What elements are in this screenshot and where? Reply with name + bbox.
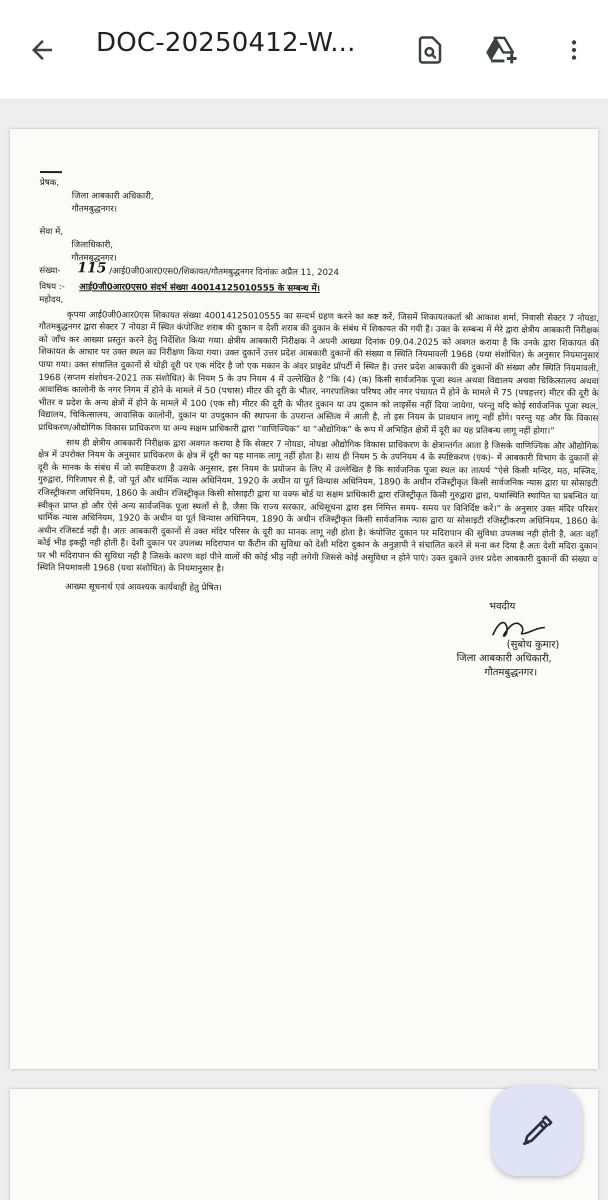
handwritten-number: 115 [77, 260, 107, 277]
to-label: सेवा में, [39, 226, 64, 238]
search-document-icon [415, 35, 445, 65]
subject-label: विषय :- [39, 281, 65, 293]
paragraph-1: कृपया आई0जी0आर0एस शिकायत संख्या 40014125010555 का सन्दर्भ ग्रहण करने का कष्ट करें, जिसमें शिकायतकर्ता श्री आकाश शर्मा, निवासी सेक्टर 7 नोयडा, गौतमबुद्धनगर द्वारा सेक्टर 7 नोयडा में स्थित कंपोजिट शराब की दुकान व देशी शराब की दुकान के संबंध में शिकायत की गयी है। उक्त के सम्बन्ध में मेरे द्वारा क्षेत्रीय आबकारी निरीक्षक को जाँच कर आख्या प्रस्तुत करने हेतु निर्देशित किया गया। क्षेत्रीय आबकारी निरीक्षक ने अपनी आख्या दिनांक 09.04.2025 को अवगत कराया है कि उनके द्वारा शिकायत की शिकायत के आधार पर उक्त स्थल का निरीक्षण किया गया। उक्त दुकानें उत्तर प्रदेश आबकारी दुकानों की संख्या व स्थिति नियमावली 1968 (यथा संशोधित) के अनुसार नियमानुसार पाया गया। उक्त संचालित दुकानों से थोड़ी दूरी पर एक मंदिर है जो एक मकान के अंदर प्राइवेट प्रॉपर्टी में स्थित है। उत्तर प्रदेश आबकारी की दुकानों की संख्या और स्थिति नियमावली, 1968 (सप्तम संशोधन-2021 तक संशोधित) के नियम 5 के उप नियम 4 में उल्लेखित है “कि (4) (क) किसी सार्वजनिक पूजा स्थल अथवा विद्यालय अथवा चिकित्सालय अथवा आवासिक कालोनी के नगर निगम में होने के मामले में 50 (पचास) मीटर की दूरी के भीतर, नगरपालिका परिषद और नगर पंचायत में होने के मामले में 75 (पचहत्तर) मीटर की दूरी के भीतर व प्रदेश के अन्य क्षेत्रों में होने के मामले में 100 (एक सौ) मीटर की दूरी के भीतर दुकान या उप दुकान को लाइसेंस नहीं दिया जायेगा, परन्तु यदि कोई सार्वजनिक पूजा स्थल, विद्यालय, चिकित्सालय, आवासिक कालोनी, दुकान या उपदुकान की स्थापना के उपरान्त अस्तित्व में आती है, तो इस नियम के प्रावधान लागू नहीं होंगे। परन्तु यह और कि विकास प्राधिकरण/औद्योगिक विकास प्राधिकरण या अन्य सक्षम प्राधिकारी द्वारा “वाणिज्यिक” या “औद्योगिक” के रूप में अभिहित क्षेत्रों में दूरी का यह प्रतिबन्ध लागू नहीं होगा।” [38, 309, 600, 437]
letter-body [36, 171, 600, 692]
signer-place: गौतमबुद्धनगर। [484, 666, 538, 679]
to-line2: गौतमबुद्धनगर। [71, 253, 117, 264]
closing-line: आख्या सूचनार्थ एवं आवश्यक कार्यवाही हेतु प्रेषित। [65, 582, 222, 594]
arrow-back-icon [27, 35, 57, 65]
subject-text: आई0जी0आर0एस0 संदर्भ संख्या 40014125010555 के सम्बन्ध में। [79, 282, 320, 294]
add-to-drive-icon [485, 35, 519, 65]
sender-line2: गौतमबुद्धनगर। [71, 204, 118, 215]
more-vert-icon [561, 35, 587, 65]
sender-line1: जिला आबकारी अधिकारी, [71, 191, 154, 202]
more-options-button[interactable] [552, 28, 596, 72]
paragraph-2: साथ ही क्षेत्रीय आबकारी निरीक्षक द्वारा अवगत कराया है कि सेक्टर 7 नोयडा, नोयडा औद्योगिक विकास प्राधिकरण के क्षेत्रान्तर्गत आता है जिसके वाणिज्यिक और औद्योगिक क्षेत्र में उपरोक्त नियम के अनुसार प्राधिकरण के क्षेत्र में दूरी का यह मानक लागू नहीं होता है। साथ ही नियम 5 के उपनियम 4 के स्पष्टिकरण (एक)- में आबकारी विभाग के दुकानों से दूरी के मानक के संबंध में जो स्पष्टिकरण है उसके अनुसार, इस नियम के प्रयोजन के लिए में उल्लेखित है कि सार्वजनिक पूजा स्थल का तात्पर्य “ऐसे किसी मन्दिर, मठ, मस्जिद, गुरुद्वारा, गिरिजाघर से है, जो पूर्त और धार्मिक न्यास अधिनियम, 1920 के अधीन या पूर्त विन्यास अधिनियम, 1890 के अधीन रजिस्ट्रीकृत किसी सार्वजनिक न्यास द्वारा या सोसाइटी रजिस्ट्रीकरण अधिनियम, 1860 के अधीन रजिस्ट्रीकृत किसी सोसाइटी द्वारा या वक्फ बोर्ड या सक्षम प्राधिकारी द्वारा रजिस्ट्रीकृत किसी गुरुद्वारा द्वारा, यथास्थिति स्थापित या प्रबन्धित या स्वीकृत प्राप्त हो और ऐसे अन्य सार्वजनिक पूजा स्थलों से है, जैसा कि राज्य सरकार, अधिसूचना द्वारा इस निमित्त समय- समय पर विनिर्दिष्ट करें।” के अनुसार उक्त मंदिर परिसर धार्मिक न्यास अधिनियम, 1920 के अधीन या पूर्त विन्यास अधिनियम, 1890 के अधीन रजिस्ट्रीकृत किसी सार्वजनिक न्यास द्वारा या सोसाइटी रजिस्ट्रीकरण अधिनियम, 1860 के अधीन रजिस्टर्ड नही है। अतः आबकारी दुकानों से उक्त मंदिर परिसर के दूरी का मानक लागू नही होता है। कंपोजिट दुकान पर मदिरापान की सुविधा उपलब्ध नही होती है, अतः वहाँ कोई भीड़ इकट्ठी नही होती है। देशी दुकान पर उपलब्ध मदिरापान या कैंटीन की सुविधा को देशी मदिरा दुकान के अनुज्ञापी ने संचालित करने से मना कर दिया है अतः देशी मदिरा दुकान पर भी मदिरापान की सुविधा नही है जिसके कारण वहां पीने वालों की कोई भीड़ नही लगेगी जिससे कोई असुविधा न होने पाएं। उक्त दुकाने उत्तर प्रदेश आबकारी दुकानों की संख्या व स्थिति नियमावली 1968 (यथा संशोधित) के नियमानुसार है। [37, 437, 599, 575]
header-mark [40, 171, 62, 173]
add-to-drive-button[interactable] [480, 28, 524, 72]
number-label: संख्या- [39, 265, 61, 277]
yours-faithfully: भवदीय [488, 600, 516, 612]
signer-name: (सुबोध कुमार) [506, 638, 560, 651]
edit-fab-button[interactable] [492, 1086, 582, 1176]
edit-pen-icon [520, 1114, 554, 1148]
signature-block [36, 598, 597, 692]
document-title: DOC-20250412-W... [96, 28, 356, 58]
document-page-1[interactable] [10, 129, 598, 1069]
to-line1: जिलाधिकारी, [71, 240, 113, 251]
search-in-document-button[interactable] [408, 28, 452, 72]
document-viewer[interactable] [0, 101, 608, 1200]
app-bar [0, 0, 608, 100]
back-button[interactable] [22, 30, 62, 70]
signer-designation: जिला आबकारी अधिकारी, [456, 652, 552, 665]
number-text: /आई0जी0आर0एस0/शिकायत/गौतमबुद्धनगर दिनांकः अप्रैल 11, 2024 [109, 266, 340, 279]
sender-label: प्रेषक, [39, 177, 60, 189]
salutation: महोदय, [39, 294, 64, 306]
